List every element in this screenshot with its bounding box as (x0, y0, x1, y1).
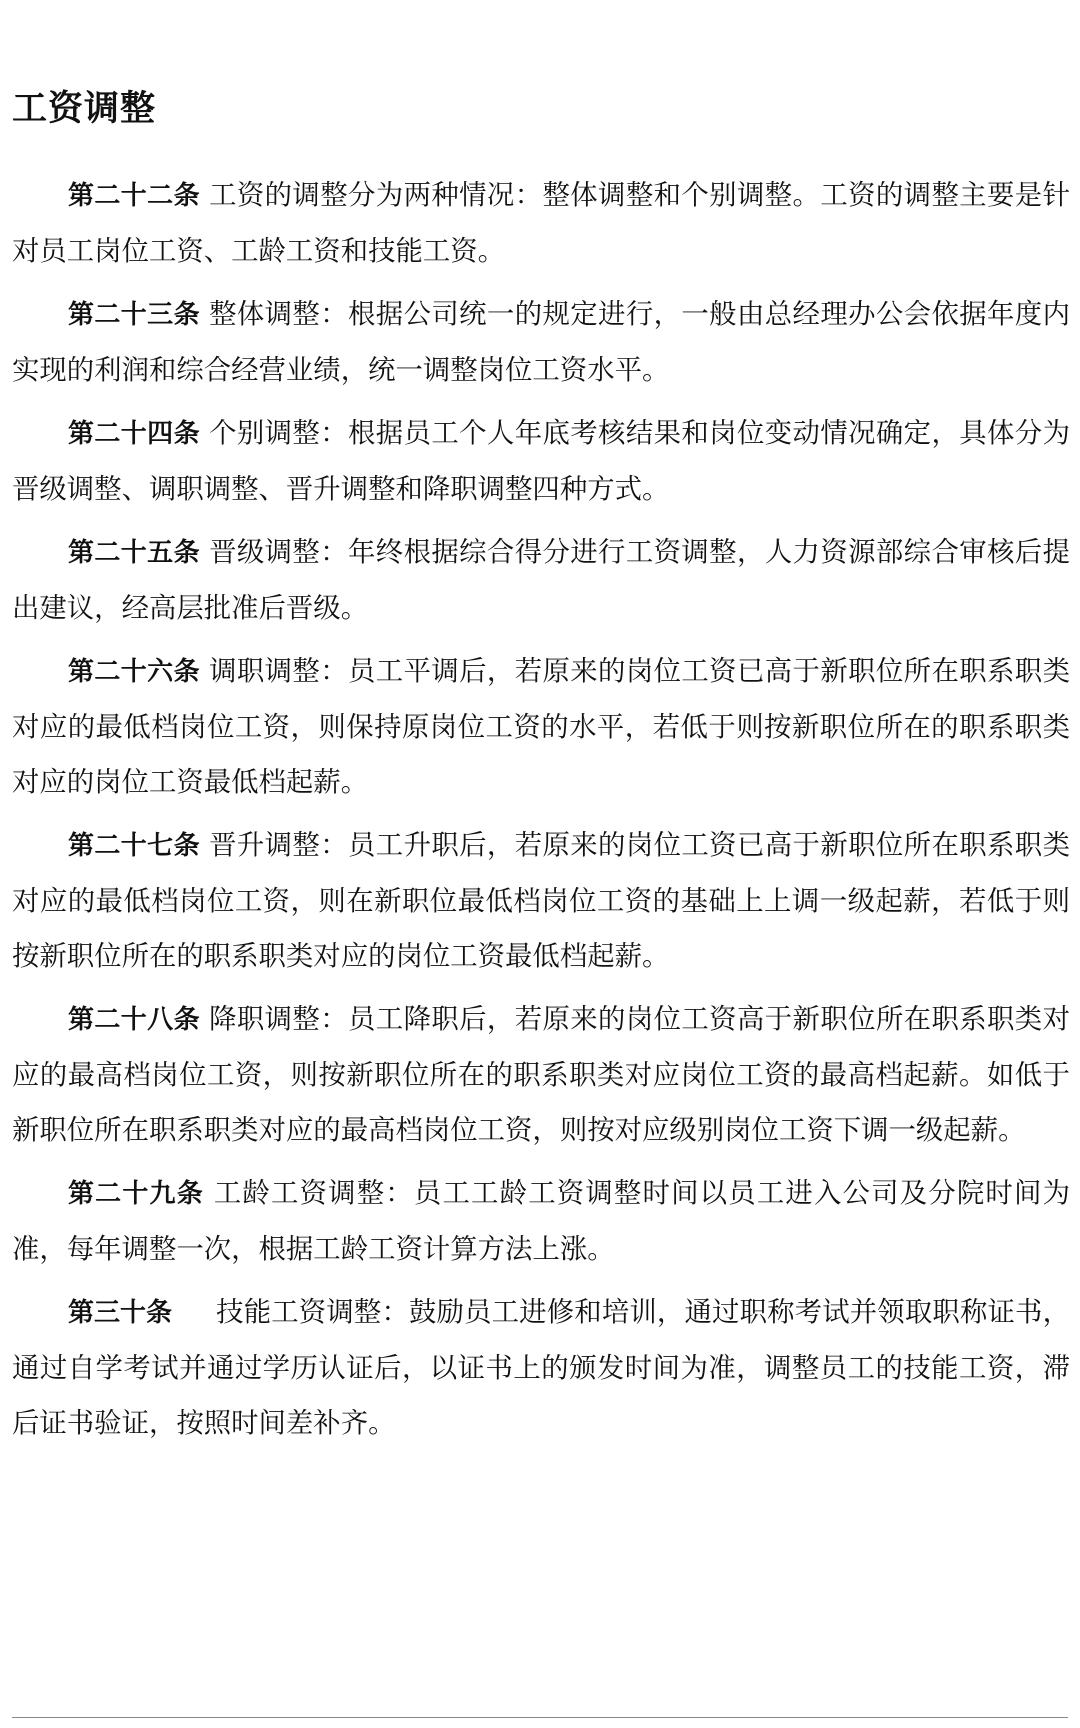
article-text: 晋级调整：年终根据综合得分进行工资调整，人力资源部综合审核后提出建议，经高层批准后晋级。 (12, 537, 1070, 624)
article-number: 第二十二条 (68, 181, 200, 211)
article-text: 工龄工资调整：员工工龄工资调整时间以员工进入公司及分院时间为准，每年调整一次，根据工龄工资计算方法上涨。 (12, 1178, 1070, 1265)
article-number: 第二十三条 (68, 300, 200, 330)
article-30 (12, 1285, 1070, 1451)
article-text: 调职调整：员工平调后，若原来的岗位工资已高于新职位所在职系职类对应的最低档岗位工资，则保持原岗位工资的水平，若低于则按新职位所在的职系职类对应的岗位工资最低档起薪。 (12, 656, 1070, 798)
article-22 (12, 168, 1070, 279)
article-24 (12, 406, 1070, 517)
article-text: 晋升调整：员工升职后，若原来的岗位工资已高于新职位所在职系职类对应的最低档岗位工资，则在新职位最低档岗位工资的基础上上调一级起薪，若低于则按新职位所在的职系职类对应的岗位工资最低档起薪。 (12, 830, 1070, 972)
article-text: 技能工资调整：鼓励员工进修和培训，通过职称考试并领取职称证书，通过自学考试并通过学历认证后，以证书上的颁发时间为准，调整员工的技能工资，滞后证书验证，按照时间差补齐。 (12, 1297, 1070, 1439)
article-number: 第二十七条 (68, 831, 200, 861)
page-title: 工资调整 (12, 89, 157, 129)
article-26 (12, 644, 1070, 810)
article-27 (12, 818, 1070, 984)
article-number: 第二十八条 (68, 1005, 200, 1035)
article-23 (12, 287, 1070, 398)
document-body (12, 168, 1070, 1459)
article-number: 第二十六条 (68, 657, 200, 687)
footer-divider (12, 1717, 1068, 1718)
article-number: 第二十四条 (68, 419, 200, 449)
article-text: 降职调整：员工降职后，若原来的岗位工资高于新职位所在职系职类对应的最高档岗位工资，则按新职位所在的职系职类对应岗位工资的最高档起薪。如低于新职位所在职系职类对应的最高档岗位工资，则按对应级别岗位工资下调一级起薪。 (12, 1004, 1070, 1146)
article-text: 整体调整：根据公司统一的规定进行，一般由总经理办公会依据年度内实现的利润和综合经营业绩，统一调整岗位工资水平。 (12, 299, 1070, 386)
article-text: 工资的调整分为两种情况：整体调整和个别调整。工资的调整主要是针对员工岗位工资、工龄工资和技能工资。 (12, 180, 1070, 267)
article-29 (12, 1166, 1070, 1277)
article-28 (12, 992, 1070, 1158)
article-text: 个别调整：根据员工个人年底考核结果和岗位变动情况确定，具体分为晋级调整、调职调整、晋升调整和降职调整四种方式。 (12, 418, 1070, 505)
article-25 (12, 525, 1070, 636)
article-number: 第二十五条 (68, 538, 200, 568)
article-number: 第三十条 (68, 1298, 173, 1328)
article-number: 第二十九条 (68, 1179, 204, 1209)
